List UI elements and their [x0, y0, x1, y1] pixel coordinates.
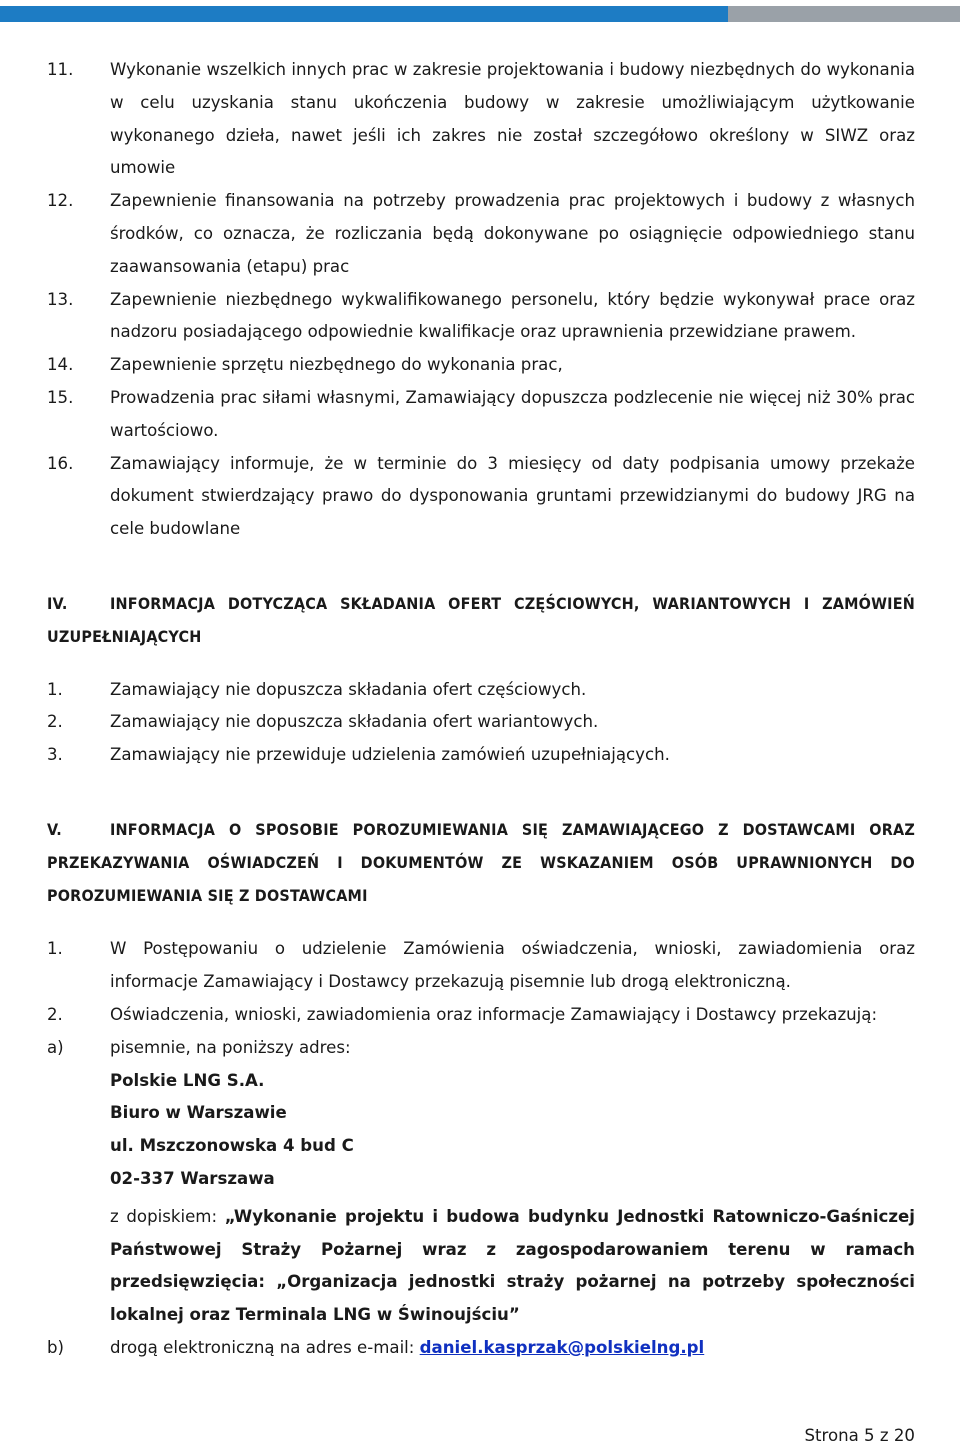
section-number: V. [47, 819, 62, 839]
list-item-text: pisemnie, na poniższy adres: [110, 1037, 351, 1057]
list-item-text: Zamawiający nie dopuszcza składania ofert częściowych. [110, 679, 587, 699]
note-prefix: z dopiskiem: [110, 1206, 225, 1226]
address-line: Biuro w Warszawie [110, 1103, 287, 1123]
list-item [47, 1332, 915, 1365]
list-item [47, 448, 915, 546]
list-item-number: 14. [47, 355, 74, 375]
list-item-text: Wykonanie wszelkich innych prac w zakresie projektowania i budowy niezbędnych do wykonania w celu uzyskania stanu ukończenia budowy w zakresie umożliwiającym użytkowanie wykonanego dzieła, nawet jeśli ich zakres nie został szczegółowo określony w SIWZ oraz umowie [110, 60, 915, 178]
submission-note [47, 1201, 915, 1332]
list-item-number: 2. [47, 712, 63, 732]
list-item-text: Prowadzenia prac siłami własnymi, Zamawiający dopuszcza podzlecenie nie więcej niż 30% prac wartościowo. [110, 387, 915, 440]
list-item [47, 382, 915, 448]
header-bar-gray [728, 6, 960, 22]
address-block [47, 1065, 915, 1196]
list-item-number: 15. [47, 387, 74, 407]
list-item-text: Zamawiający nie przewiduje udzielenia zamówień uzupełniających. [110, 745, 670, 765]
document-body [47, 54, 915, 1365]
section-iv-list [47, 674, 915, 772]
email-link[interactable]: daniel.kasprzak@polskielng.pl [419, 1337, 705, 1357]
section-v-heading [47, 814, 915, 912]
list-item [47, 349, 915, 382]
list-item-number: 3. [47, 745, 63, 765]
list-item-text: Zapewnienie niezbędnego wykwalifikowanego personelu, który będzie wykonywał prace oraz nadzoru posiadającego odpowiednie kwalifikacje oraz uprawnienia przewidziane prawem. [110, 289, 915, 342]
list-item-number: 1. [47, 939, 63, 959]
list-item [47, 674, 915, 707]
list-item-number: b) [47, 1337, 65, 1357]
list-item [47, 999, 915, 1032]
list-item-text: Zapewnienie sprzętu niezbędnego do wykonania prac, [110, 355, 563, 375]
list-item-text: drogą elektroniczną na adres e-mail: [110, 1337, 420, 1357]
note-title: „Wykonanie projektu i budowa budynku Jednostki Ratowniczo-Gaśniczej Państwowej Straży Pożarnej wraz z zagospodarowaniem terenu w ramach przedsięwzięcia: „Organizacja jednostki straży pożarnej na potrzeby społeczności lokalnej oraz Terminala LNG w Świnoujściu” [110, 1206, 915, 1325]
list-item-number: 1. [47, 679, 63, 699]
address-line: 02-337 Warszawa [110, 1168, 275, 1188]
list-item-number: 12. [47, 191, 74, 211]
header-bar [0, 6, 960, 22]
list-item [47, 933, 915, 999]
list-item [47, 706, 915, 739]
list-item-text: Zamawiający nie dopuszcza składania ofert wariantowych. [110, 712, 599, 732]
list-item-text: Zapewnienie finansowania na potrzeby prowadzenia prac projektowych i budowy z własnych środków, co oznacza, że rozliczania będą dokonywane po osiągnięcie odpowiedniego stanu zaawansowania (etapu) prac [110, 191, 915, 276]
section-iv-heading [47, 588, 915, 654]
list-item [47, 1032, 915, 1065]
list-item-text: W Postępowaniu o udzielenie Zamówienia oświadczenia, wnioski, zawiadomienia oraz informacje Zamawiający i Dostawcy przekazują pisemnie lub drogą elektroniczną. [110, 939, 915, 992]
list-item [47, 54, 915, 185]
list-item [47, 185, 915, 283]
list-item-text: Oświadczenia, wnioski, zawiadomienia oraz informacje Zamawiający i Dostawcy przekazują: [110, 1004, 878, 1024]
list-item-number: 16. [47, 453, 74, 473]
section-number: IV. [47, 593, 68, 613]
page-number: Strona 5 z 20 [804, 1426, 915, 1445]
section-title: INFORMACJA O SPOSOBIE POROZUMIEWANIA SIĘ ZAMAWIAJĄCEGO Z DOSTAWCAMI ORAZ PRZEKAZYWANIA OŚWIADCZEŃ I DOKUMENTÓW ZE WSKAZANIEM OSÓB UPRAWNIONYCH DO POROZUMIEWANIA SIĘ Z DOSTAWCAMI [47, 819, 915, 905]
list-item-number: 11. [47, 60, 74, 79]
section-v-list [47, 933, 915, 1364]
list-item-number: a) [47, 1037, 64, 1057]
section-title: INFORMACJA DOTYCZĄCA SKŁADANIA OFERT CZĘŚCIOWYCH, WARIANTOWYCH I ZAMÓWIEŃ UZUPEŁNIAJĄCYCH [47, 593, 915, 646]
address-line: Polskie LNG S.A. [110, 1070, 265, 1090]
list-item-number: 2. [47, 1004, 63, 1024]
list-item [47, 739, 915, 772]
header-bar-blue [0, 6, 728, 22]
list-item-text: Zamawiający informuje, że w terminie do 3 miesięcy od daty podpisania umowy przekaże dokument stwierdzający prawo do dysponowania gruntami przewidzianymi do budowy JRG na cele budowlane [110, 453, 915, 539]
list-item-number: 13. [47, 289, 74, 309]
address-line: ul. Mszczonowska 4 bud C [110, 1136, 354, 1156]
list-item [47, 284, 915, 350]
list-continued [47, 54, 915, 546]
